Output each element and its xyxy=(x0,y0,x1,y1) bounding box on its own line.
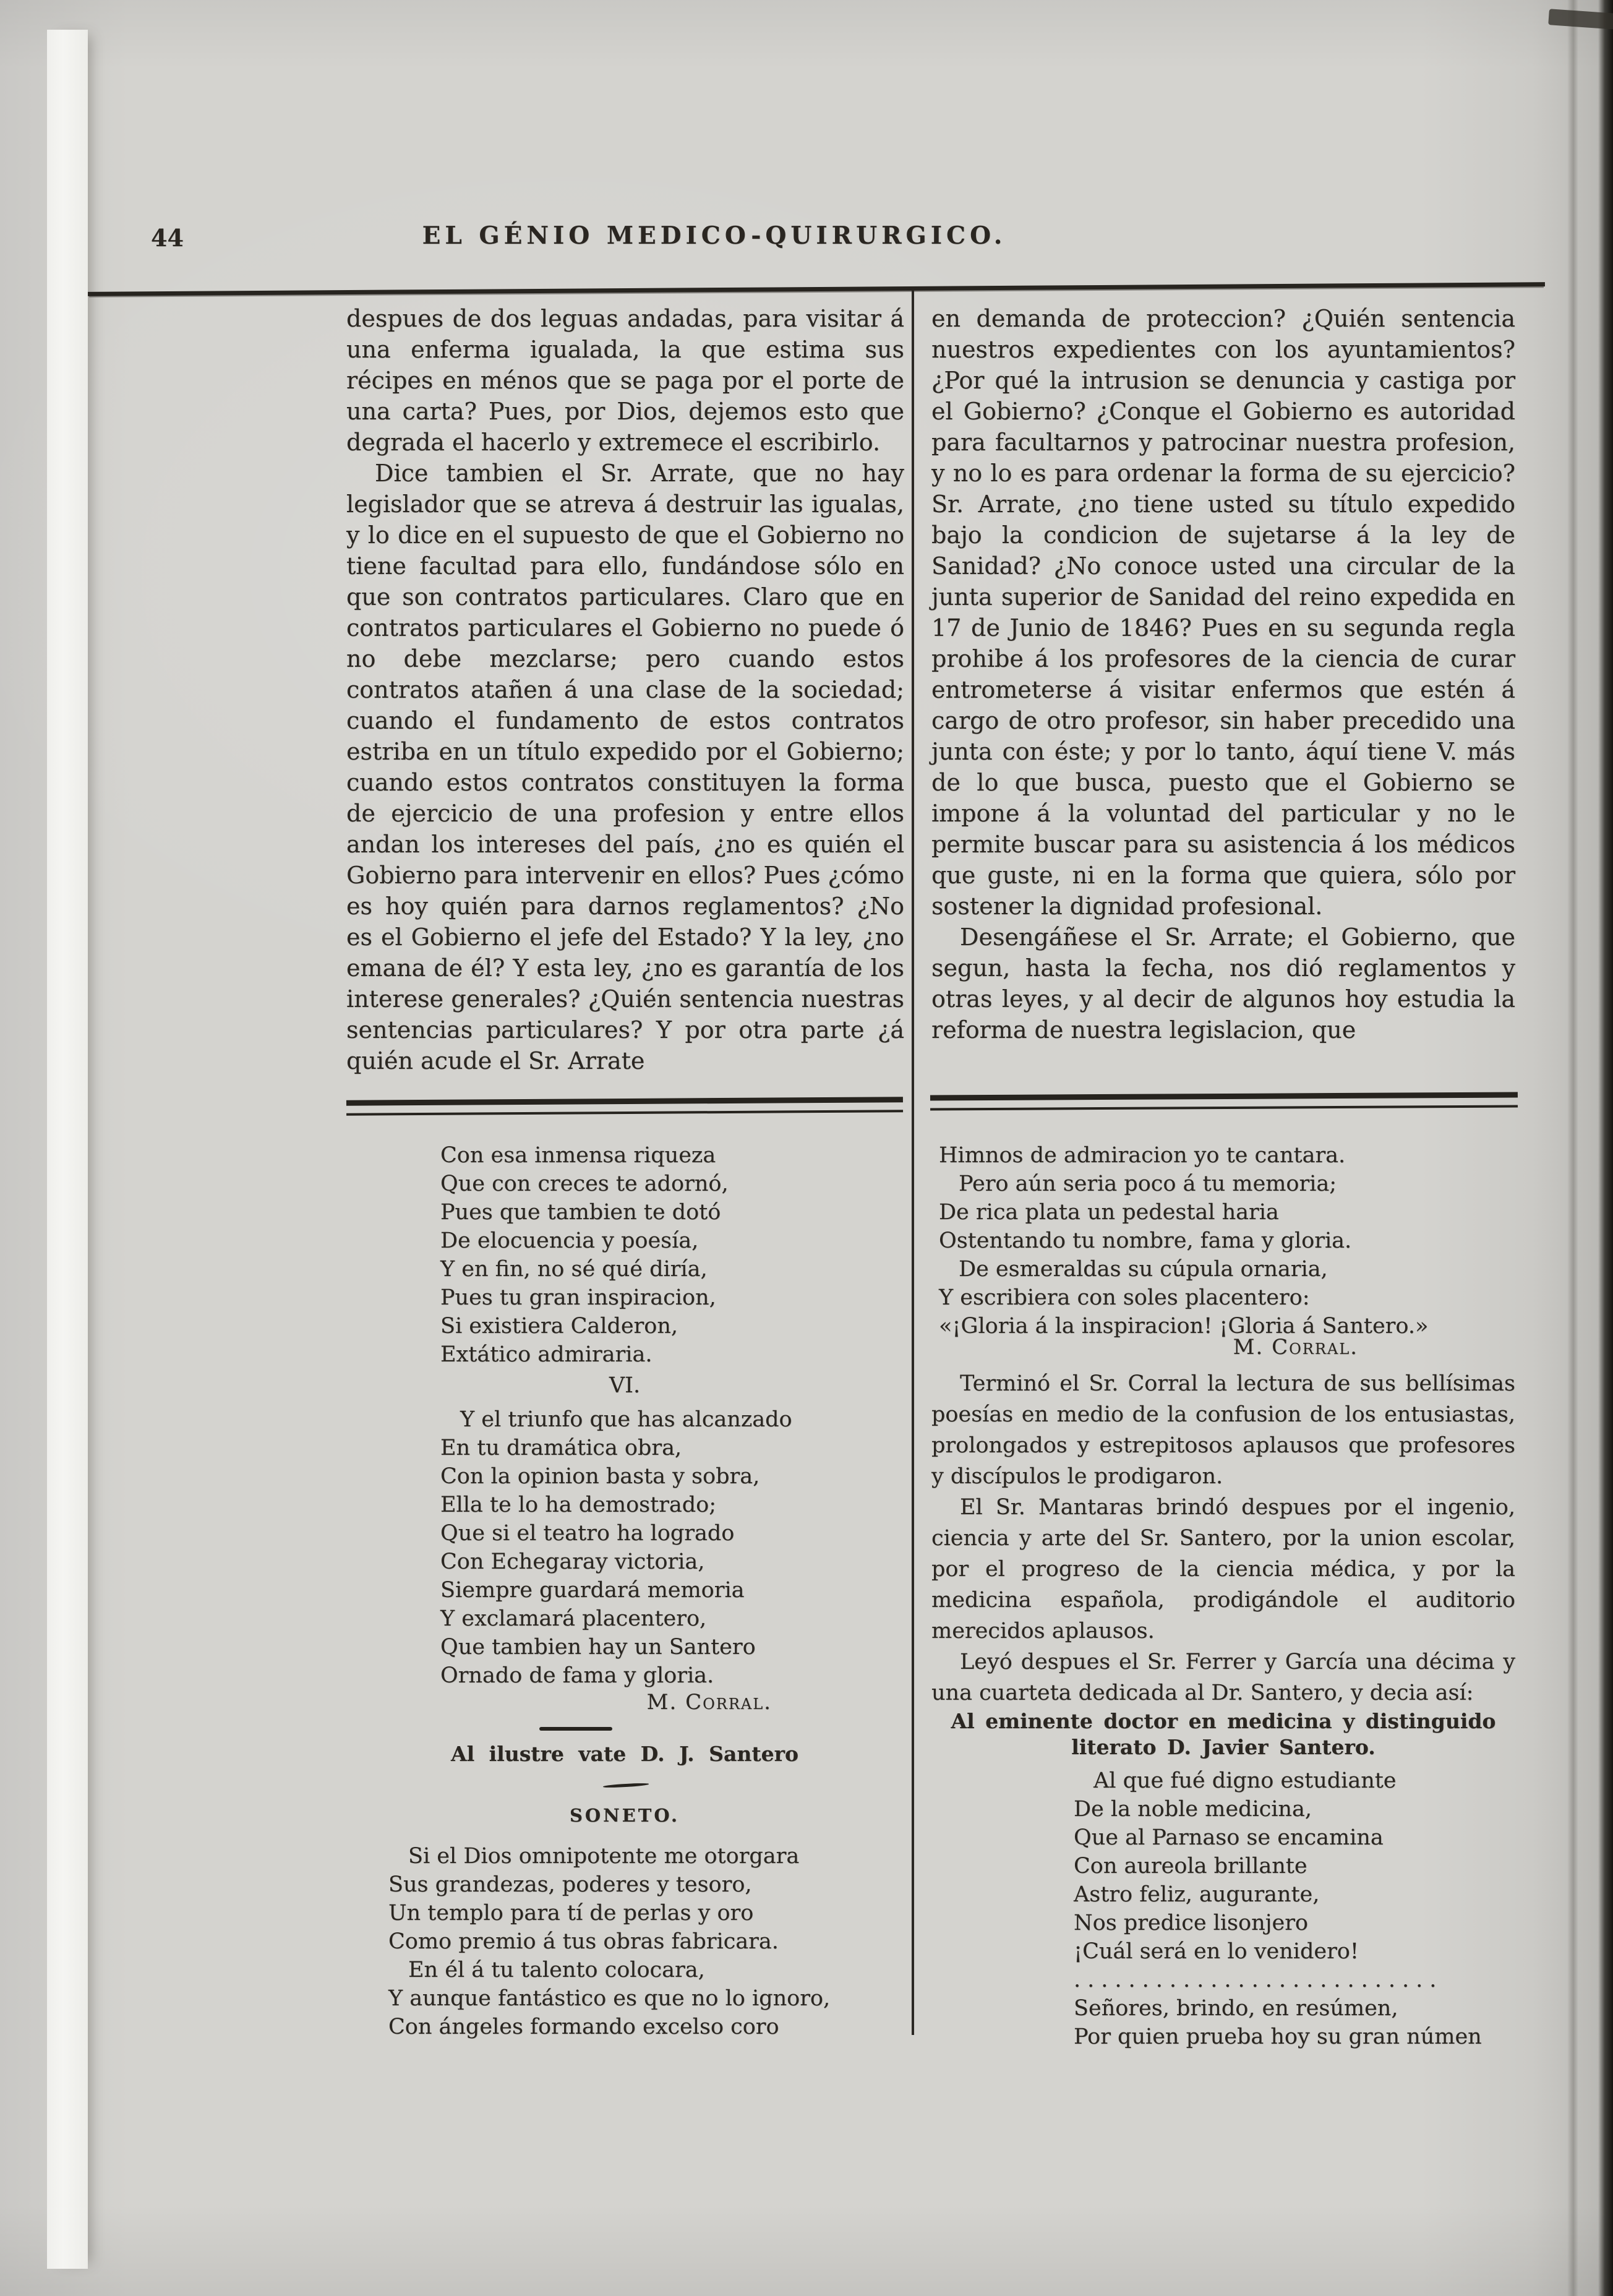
poem-line: Nos predice lisonjero xyxy=(1074,1911,1309,1935)
poem-line: Y exclamará placentero, xyxy=(440,1606,707,1631)
poem-line: Un templo para tí de perlas y oro xyxy=(388,1901,754,1925)
page-number: 44 xyxy=(151,224,184,252)
poem-line: Que al Parnaso se encamina xyxy=(1074,1825,1384,1850)
poem-line: Que con creces te adornó, xyxy=(440,1172,729,1196)
poem-line: Ostentando tu nombre, fama y gloria. xyxy=(939,1228,1352,1253)
soneto-right xyxy=(939,1141,1428,1340)
left-column-prose xyxy=(346,303,904,1076)
section-divider-right xyxy=(930,1092,1518,1111)
poem-line: Con la opinion basta y sobra, xyxy=(440,1464,760,1489)
poem-line: Con Echegaray victoria, xyxy=(440,1549,705,1574)
right-column-prose xyxy=(931,303,1515,1045)
prose-paragraph: Terminó el Sr. Corral la lectura de sus bellísimas poesías en medio de la confusion de los entusiastas, prolongados y estrepitosos aplausos que profesores y discípulos le prodigaron. xyxy=(931,1371,1515,1489)
poem-line: Extático admiraria. xyxy=(440,1342,652,1367)
poem-line: Con esa inmensa riqueza xyxy=(440,1143,716,1168)
poem-line: Pero aún seria poco á tu memoria; xyxy=(959,1172,1337,1196)
journal-title: EL GÉNIO MEDICO-QUIRURGICO. xyxy=(422,221,1007,250)
poem-line: Astro feliz, augurante, xyxy=(1074,1882,1320,1907)
poem-line: Si existiera Calderon, xyxy=(440,1314,678,1339)
dedication-heading-line: Al eminente doctor en medicina y distinguido xyxy=(951,1709,1496,1733)
poem-line: Siempre guardará memoria xyxy=(440,1578,745,1603)
column-divider xyxy=(912,291,914,2035)
poem-line: Que si el teatro ha logrado xyxy=(440,1521,735,1546)
prose-paragraph: en demanda de proteccion? ¿Quién sentencia nuestros expedientes con los ayuntamientos? ¿Por qué la intrusion se denuncia y castiga por el Gobierno? ¿Conque el Gobierno es autoridad para facultarnos y patrocinar nuestra profesion, y no lo es para ordenar la forma de su ejercicio? Sr. Arrate, ¿no tiene usted su título expedido bajo la condicion de sujetarse á la ley de Sanidad? ¿No conoce usted una circular de la junta superior de Sanidad del reino expedida en 17 de Junio de 1846? Pues en su segunda regla prohibe á los profesores de la ciencia de curar entrometerse á visitar enfermos que estén á cargo de otro profesor, sin haber precedido una junta con éste; y por lo tanto, áquí tiene V. más de lo que busca, puesto que el Gobierno se impone á la voluntad del particular y no le permite buscar para su asistencia á los médicos que guste, ni en la forma que quiera, sólo por sostener la dignidad profesional. xyxy=(931,305,1515,920)
prose-paragraph: despues de dos leguas andadas, para visitar á una enferma igualada, la que estima sus récipes en ménos que se paga por el porte de una carta? Pues, por Dios, dejemos esto que degrada el hacerlo y extremece el escribirlo. xyxy=(346,305,904,456)
decima xyxy=(1074,1767,1482,2051)
poem-line: Pues tu gran inspiracion, xyxy=(440,1285,716,1310)
soneto-left xyxy=(388,1842,830,2041)
poem-line: Con ángeles formando excelso coro xyxy=(388,2015,779,2039)
stanza-vi xyxy=(440,1405,792,1690)
poem-line: De rica plata un pedestal haria xyxy=(939,1200,1279,1225)
page-crease xyxy=(1567,0,1578,2296)
poem-line: Al que fué digno estudiante xyxy=(1093,1768,1397,1793)
poem-line: ¡Cuál será en lo venidero! xyxy=(1074,1939,1359,1964)
poet-signature: M. Corral. xyxy=(1233,1335,1358,1360)
dedication-heading: Al ilustre vate D. J. Santero xyxy=(451,1742,798,1766)
poem-line: Y en fin, no sé qué diría, xyxy=(440,1257,708,1282)
poem-line: Señores, brindo, en resúmen, xyxy=(1074,1996,1398,2021)
poem-line: Y aunque fantástico es que no lo ignoro, xyxy=(388,1986,831,2011)
poem-line: Con aureola brillante xyxy=(1074,1854,1307,1878)
stanza-v xyxy=(440,1141,729,1369)
poem-line: Por quien prueba hoy su gran númen xyxy=(1074,2024,1482,2049)
prose-paragraph: Desengáñese el Sr. Arrate; el Gobierno, que segun, hasta la fecha, nos dió reglamentos y otras leyes, y al decir de algunos hoy estudia la reforma de nuestra legislacion, que xyxy=(931,923,1515,1043)
ellipsis-line: ........................... xyxy=(1074,1968,1444,1992)
prose-paragraph: El Sr. Mantaras brindó despues por el ingenio, ciencia y arte del Sr. Santero, por la union escolar, por el progreso de la ciencia médica, y por la medicina española, prodigándole el auditorio merecidos aplausos. xyxy=(931,1495,1515,1643)
poem-line: «¡Gloria á la inspiracion! ¡Gloria á Santero.» xyxy=(939,1314,1429,1339)
poem-line: Ella te lo ha demostrado; xyxy=(440,1493,717,1517)
poem-line: De la noble medicina, xyxy=(1074,1797,1312,1822)
poem-line: Pues que tambien te dotó xyxy=(440,1200,721,1225)
poem-line: Y escribiera con soles placentero: xyxy=(939,1285,1310,1310)
poem-line: Ornado de fama y gloria. xyxy=(440,1663,714,1688)
poem-line: Como premio á tus obras fabricara. xyxy=(388,1929,779,1954)
poem-line: De esmeraldas su cúpula ornaria, xyxy=(959,1257,1328,1282)
prose-paragraph: Leyó despues el Sr. Ferrer y García una décima y una cuarteta dedicada al Dr. Santero, y decia así: xyxy=(931,1650,1515,1705)
poem-line: En él á tu talento colocara, xyxy=(408,1958,705,1982)
dedication-heading-line: literato D. Javier Santero. xyxy=(1071,1735,1376,1759)
dedication-heading-right xyxy=(931,1708,1515,1760)
poem-line: Himnos de admiracion yo te cantara. xyxy=(939,1143,1346,1168)
right-column-lower-prose xyxy=(931,1368,1515,1708)
poem-line: De elocuencia y poesía, xyxy=(440,1228,699,1253)
stanza-heading-vi: VI. xyxy=(609,1373,641,1398)
poem-line: Si el Dios omnipotente me otorgara xyxy=(408,1844,800,1869)
poem-line: Que tambien hay un Santero xyxy=(440,1635,756,1660)
poem-line: Y el triunfo que has alcanzado xyxy=(460,1407,792,1432)
prose-paragraph: Dice tambien el Sr. Arrate, que no hay legislador que se atreva á destruir las igualas, y lo dice en el supuesto de que el Gobierno no tiene facultad para ello, fundándose sólo en que son contratos particulares. Claro que en contratos particulares el Gobierno no puede ó no debe mezclarse; pero cuando estos contratos atañen á una clase de la sociedad; cuando el fundamento de estos contratos estriba en un título expedido por el Gobierno; cuando estos contratos constituyen la forma de ejercicio de una profesion y entre ellos andan los intereses del país, ¿no es quién el Gobierno para intervenir en ellos? Pues ¿cómo es hoy quién para darnos reglamentos? ¿No es el Gobierno el jefe del Estado? Y la ley, ¿no emana de él? Y esta ley, ¿no es garantía de los interese generales? ¿Quién sentencia nuestras sentencias particulares? Y por otra parte ¿á quién acude el Sr. Arrate xyxy=(346,460,904,1074)
poem-line: Sus grandezas, poderes y tesoro, xyxy=(388,1872,752,1897)
poet-signature: M. Corral. xyxy=(646,1690,772,1715)
soneto-heading: SONETO. xyxy=(569,1805,680,1826)
binding-edge xyxy=(1598,0,1613,2296)
paper-edge-left xyxy=(47,30,88,2269)
poem-line: En tu dramática obra, xyxy=(440,1436,682,1460)
separator-rule xyxy=(539,1727,612,1731)
